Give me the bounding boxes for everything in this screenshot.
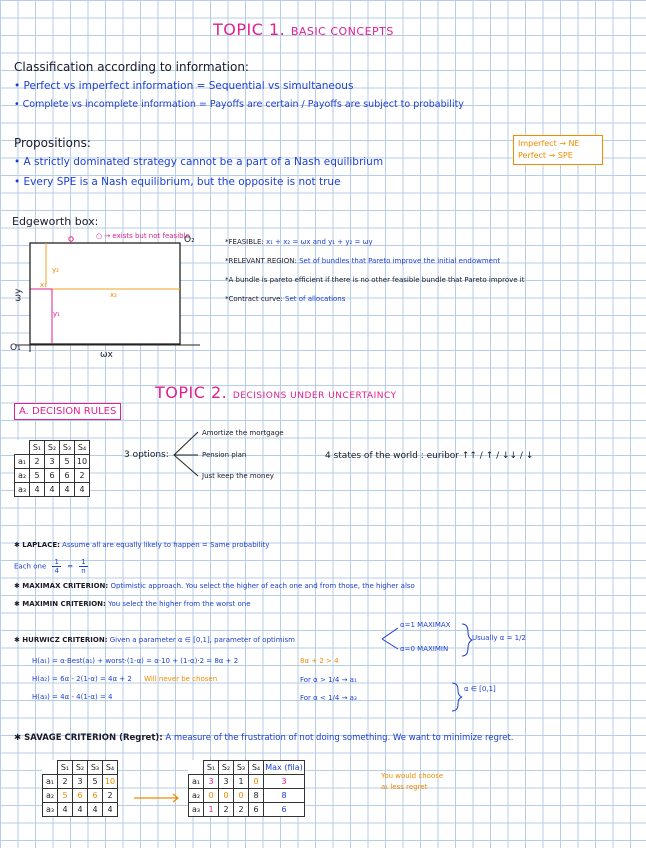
table-cell: 2 xyxy=(103,789,118,803)
table-cell: 5 xyxy=(58,789,73,803)
row-label-cell: a₃ xyxy=(15,483,30,497)
wx-label: ωx xyxy=(100,350,113,360)
edgeworth-heading: Edgeworth box: xyxy=(12,215,99,228)
topic1-name: BASIC CONCEPTS xyxy=(290,25,394,38)
option-3: Just keep the money xyxy=(202,472,274,480)
table-cell: 10 xyxy=(75,455,90,469)
topic2-name: DECISIONS UNDER UNCERTAINCY xyxy=(232,391,397,401)
header-cell: S₂ xyxy=(45,441,60,455)
table-cell: 2 xyxy=(219,803,234,817)
table-cell: 0 xyxy=(249,775,264,789)
label-y1: y₁ xyxy=(53,310,60,318)
box-imperfect: Imperfect → NE xyxy=(518,139,580,148)
label-x2: x₂ xyxy=(110,291,117,299)
table-header-row xyxy=(189,761,305,775)
header-cell: S₁ xyxy=(204,761,219,775)
hurwicz-for-greater: For α > 1/4 → a₁ xyxy=(300,676,357,684)
header-cell: S₃ xyxy=(234,761,249,775)
brace-alpha-1: α=1 MAXIMAX xyxy=(400,621,451,629)
table-cell: 4 xyxy=(75,483,90,497)
proposition-1: • A strictly dominated strategy cannot be a part of a Nash equilibrium xyxy=(14,156,384,168)
table-cell: 3 xyxy=(73,775,88,789)
classification-line2: • Complete vs incomplete information = Payoffs are certain / Payoffs are subject to probability xyxy=(14,99,464,110)
row-label-cell: a₂ xyxy=(43,789,58,803)
table-cell: 3 xyxy=(264,775,305,789)
table-cell: 6 xyxy=(249,803,264,817)
table-cell: 4 xyxy=(45,483,60,497)
box-perfect: Perfect → SPE xyxy=(518,151,573,160)
table-cell: 4 xyxy=(30,483,45,497)
contract-curve-def: *Contract curve: Set of allocations xyxy=(225,295,346,303)
header-cell: S₄ xyxy=(249,761,264,775)
options-label: 3 options: xyxy=(124,450,169,460)
brace-alpha-0: α=0 MAXIMIN xyxy=(400,645,449,653)
table-cell: 4 xyxy=(60,483,75,497)
table-cell: 3 xyxy=(45,455,60,469)
header-cell xyxy=(189,761,204,775)
hurwicz-a1: H(a₁) = α·Best(a₁) + worst·(1-α) = α·10 + (1-α)·2 = 8α + 2 xyxy=(32,657,239,665)
wy-label: ωy xyxy=(13,288,24,302)
alpha-range: α ∈ [0,1] xyxy=(464,685,496,693)
savage-regret-table xyxy=(188,760,305,817)
table-cell: 2 xyxy=(75,469,90,483)
table-cell: 0 xyxy=(204,789,219,803)
table-cell: 4 xyxy=(73,803,88,817)
row-label-cell: a₃ xyxy=(189,803,204,817)
table-cell: 2 xyxy=(30,455,45,469)
table-cell: 4 xyxy=(58,803,73,817)
header-cell: S₄ xyxy=(103,761,118,775)
table-row xyxy=(189,789,305,803)
topic1-number: TOPIC 1. xyxy=(213,20,286,39)
table-cell: 8 xyxy=(264,789,305,803)
table-cell: 8 xyxy=(249,789,264,803)
states-of-world: 4 states of the world : euribor ↑↑ / ↑ / ↓↓ / ↓ xyxy=(325,451,534,461)
hurwicz-inequality: 8α + 2 > 4 xyxy=(300,657,339,665)
savage-rule: ✱ SAVAGE CRITERION (Regret): A measure of the frustration of not doing something. We want to minimize regret. xyxy=(14,733,514,743)
option-2: Pension plan xyxy=(202,451,247,459)
header-cell: S₄ xyxy=(75,441,90,455)
row-label-cell: a₂ xyxy=(15,469,30,483)
header-cell: Max (fila) xyxy=(264,761,305,775)
table-cell: 2 xyxy=(234,803,249,817)
table-cell: 3 xyxy=(219,775,234,789)
propositions-heading: Propositions: xyxy=(14,136,91,150)
table-cell: 6 xyxy=(73,789,88,803)
table-cell: 0 xyxy=(234,789,249,803)
row-label-cell: a₁ xyxy=(189,775,204,789)
table-cell: 6 xyxy=(60,469,75,483)
decision-rules-heading: A. DECISION RULES xyxy=(14,403,121,420)
row-label-cell: a₃ xyxy=(43,803,58,817)
savage-conclusion: You would choose a₁ less regret xyxy=(381,772,444,791)
relevant-region-def: *RELEVANT REGION: Set of bundles that Pareto improve the initial endowment xyxy=(225,257,501,265)
table-row xyxy=(189,775,305,789)
laplace-rule: ✱ LAPLACE: Assume all are equally likely to happen = Same probability xyxy=(14,541,270,549)
header-cell: S₃ xyxy=(88,761,103,775)
row-label-cell: a₁ xyxy=(43,775,58,789)
label-y2: y₂ xyxy=(52,266,59,274)
table-cell: 6 xyxy=(88,789,103,803)
header-cell: S₁ xyxy=(58,761,73,775)
table-cell: 10 xyxy=(103,775,118,789)
table-row xyxy=(189,803,305,817)
pareto-def: *A bundle is pareto efficient if there is no other feasible bundle that Pareto improve it xyxy=(225,276,525,284)
table-cell: 1 xyxy=(234,775,249,789)
header-cell: S₂ xyxy=(73,761,88,775)
table-cell: 1 xyxy=(204,803,219,817)
table-cell: 6 xyxy=(264,803,305,817)
hurwicz-rule: ✱ HURWICZ CRITERION: Given a parameter α ∈ [0,1], parameter of optimism xyxy=(14,636,295,644)
table-cell: 5 xyxy=(30,469,45,483)
topic2-number: TOPIC 2. xyxy=(155,383,228,402)
table-cell: 3 xyxy=(204,775,219,789)
row-label-cell: a₁ xyxy=(15,455,30,469)
row-label-cell: a₂ xyxy=(189,789,204,803)
maximin-rule: ✱ MAXIMIN CRITERION: You select the higher from the worst one xyxy=(14,600,251,608)
hurwicz-for-less: For α < 1/4 → a₃ xyxy=(300,694,357,702)
classification-heading: Classification according to information: xyxy=(14,60,249,74)
maximax-rule: ✱ MAXIMAX CRITERION: Optimistic approach. You select the higher of each one and from those, the higher also xyxy=(14,582,415,590)
feasible-def: *FEASIBLE: x₁ + x₂ = ωx and y₁ + y₂ = ωy xyxy=(225,238,373,246)
hurwicz-a3: H(a₃) = 4α - 4(1-α) = 4 xyxy=(32,693,113,701)
table-cell: 4 xyxy=(103,803,118,817)
hurwicz-a2: H(a₂) = 6α - 2(1-α) = 4α + 2 Will never be chosen xyxy=(32,675,218,683)
header-cell: S₂ xyxy=(219,761,234,775)
label-x1: x₁ xyxy=(40,281,47,289)
classification-line1: • Perfect vs imperfect information = Sequential vs simultaneous xyxy=(14,80,354,92)
table-cell: 5 xyxy=(88,775,103,789)
table-cell: 4 xyxy=(88,803,103,817)
origin-o2: O₂ xyxy=(184,235,195,245)
header-cell: S₃ xyxy=(60,441,75,455)
header-cell: S₁ xyxy=(30,441,45,455)
table-cell: 2 xyxy=(58,775,73,789)
edgeworth-legend: ○ → exists but not feasible xyxy=(96,232,190,240)
laplace-probability: Each one $\frac{1}{4} = \frac{1}{n}$ xyxy=(14,558,86,575)
usually-alpha: Usually α = 1/2 xyxy=(472,634,526,642)
proposition-2: • Every SPE is a Nash equilibrium, but the opposite is not true xyxy=(14,176,341,188)
option-1: Amortize the mortgage xyxy=(202,429,284,437)
table-cell: 0 xyxy=(219,789,234,803)
table-cell: 6 xyxy=(45,469,60,483)
origin-o1: O₁ xyxy=(10,343,21,353)
table-cell: 5 xyxy=(60,455,75,469)
